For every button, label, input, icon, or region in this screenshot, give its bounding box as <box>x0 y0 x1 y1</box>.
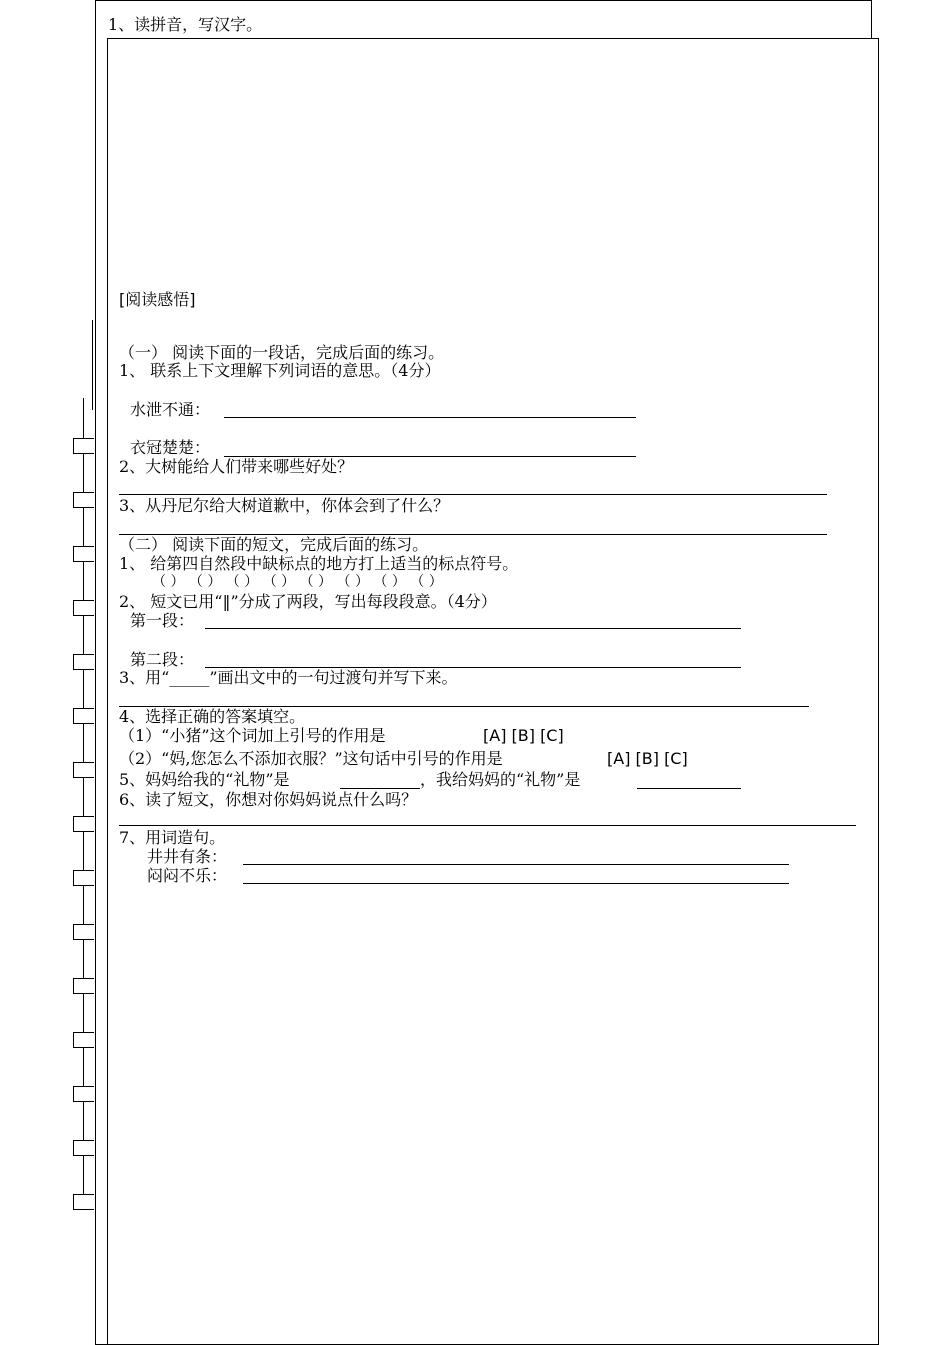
part2-q1: 1、 给第四自然段中缺标点的地方打上适当的标点符号。 <box>119 554 519 573</box>
word2-label: 闷闷不乐： <box>147 866 228 885</box>
binding-tab <box>73 762 94 778</box>
part1-q3: 3、从丹尼尔给大树道歉中，你体会到了什么？ <box>119 496 450 515</box>
punctuation-brackets[interactable]: （ ） （ ） （ ） （ ） （ ） （ ） （ ） （ ） <box>152 574 443 590</box>
binding-tab <box>73 1194 94 1210</box>
binding-mark <box>92 320 93 410</box>
binding-tab <box>73 978 94 994</box>
answer-line[interactable] <box>243 883 789 884</box>
binding-tab <box>73 924 94 940</box>
answer-line[interactable] <box>224 417 636 418</box>
answer-line[interactable] <box>119 494 827 495</box>
part1-q2: 2、大树能给人们带来哪些好处？ <box>119 457 354 476</box>
part1-q1: 1、 联系上下文理解下列词语的意思。（4分） <box>119 361 441 380</box>
binding-tab <box>73 654 94 670</box>
part1-term2: 衣冠楚楚： <box>130 438 211 457</box>
binding-tab <box>73 1086 94 1102</box>
part2-q7: 7、用词造句。 <box>119 828 226 847</box>
q4-2-text: （2）“妈,您怎么不添加衣服？”这句话中引号的作用是 <box>119 749 503 768</box>
q5-part-a: 5、妈妈给我的“礼物”是 <box>119 770 290 789</box>
part1-heading: （一） 阅读下面的一段话，完成后面的练习。 <box>119 343 445 362</box>
part2-q4: 4、选择正确的答案填空。 <box>119 707 306 726</box>
binding-tab <box>73 870 94 886</box>
answer-line[interactable] <box>340 788 420 789</box>
binding-tab <box>73 492 94 508</box>
front-page-frame <box>107 38 879 1345</box>
part2-q2: 2、 短文已用“‖”分成了两段，写出每段段意。（4分） <box>119 592 497 611</box>
q4-1-options[interactable]: [A] [B] [C] <box>483 726 564 745</box>
q4-2-options[interactable]: [A] [B] [C] <box>607 749 688 768</box>
binding-tab <box>73 1140 94 1156</box>
answer-line[interactable] <box>243 864 789 865</box>
binding-tab <box>73 546 94 562</box>
para2-label: 第二段： <box>130 650 195 669</box>
word1-label: 井井有条： <box>147 847 228 866</box>
answer-line[interactable] <box>119 825 856 826</box>
part2-q3: 3、用“_____”画出文中的一句过渡句并写下来。 <box>119 668 458 687</box>
q4-1-text: （1）“小猪”这个词加上引号的作用是 <box>119 726 386 745</box>
part2-q6: 6、读了短文，你想对你妈妈说点什么吗？ <box>119 790 418 809</box>
para1-label: 第一段： <box>130 611 195 630</box>
answer-line[interactable] <box>637 788 741 789</box>
part1-term1: 水泄不通： <box>130 400 211 419</box>
binding-tab <box>73 708 94 724</box>
binding-tab <box>73 1032 94 1048</box>
part2-heading: （二） 阅读下面的短文，完成后面的练习。 <box>119 535 429 554</box>
top-instruction: 1、读拼音，写汉字。 <box>108 15 263 34</box>
binding-tab <box>73 816 94 832</box>
q5-part-b: ，我给妈妈的“礼物”是 <box>420 770 581 789</box>
binding-tab <box>73 438 94 454</box>
reading-heading: [阅读感悟] <box>119 290 196 309</box>
answer-line[interactable] <box>205 628 741 629</box>
binding-tab <box>73 600 94 616</box>
